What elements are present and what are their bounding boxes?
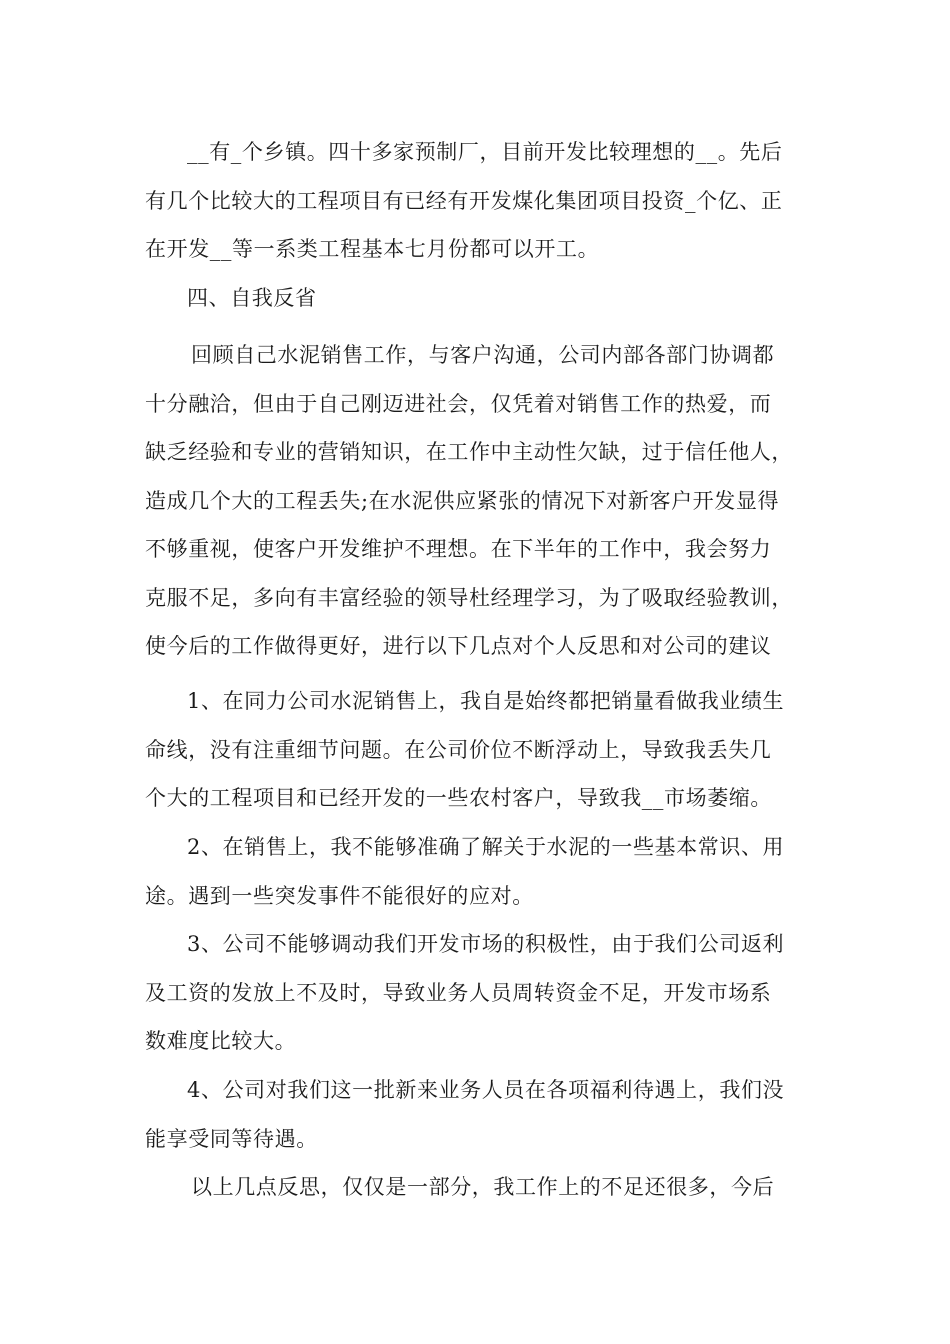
section-heading: 四、自我反省 <box>187 286 317 310</box>
text-line: 以上几点反思，仅仅是一部分，我工作上的不足还很多，今后 <box>191 1175 775 1199</box>
text-line: 克服不足，多向有丰富经验的领导杜经理学习，为了吸取经验教训， <box>145 585 793 610</box>
section-heading-self-reflection <box>145 274 825 323</box>
text-line: 回顾自己水泥销售工作，与客户沟通，公司内部各部门协调都 <box>191 343 775 367</box>
list-item-3 <box>145 920 825 1066</box>
list-item-2 <box>145 823 825 920</box>
text-line: 命线，没有注重细节问题。在公司价位不断浮动上，导致我丢失几 <box>145 737 772 762</box>
text-line: 缺乏经验和专业的营销知识，在工作中主动性欠缺，过于信任他人， <box>145 440 793 464</box>
text-line: 途。遇到一些突发事件不能很好的应对。 <box>145 883 534 908</box>
paragraph-closing <box>145 1163 825 1212</box>
paragraph-market-overview <box>145 128 825 274</box>
text-line: 有几个比较大的工程项目有已经有开发煤化集团项目投资_个亿、正 <box>145 188 783 213</box>
text-line: __有_个乡镇。四十多家预制厂，目前开发比较理想的__。先后 <box>187 140 783 164</box>
text-line: 1、在同力公司水泥销售上，我自是始终都把销量看做我业绩生 <box>187 689 785 713</box>
text-line: 3、公司不能够调动我们开发市场的积极性，由于我们公司返利 <box>187 932 785 956</box>
list-item-1 <box>145 677 825 823</box>
paragraph-review <box>145 331 825 671</box>
text-line: 及工资的发放上不及时，导致业务人员周转资金不足，开发市场系 <box>145 980 772 1005</box>
text-line: 不够重视，使客户开发维护不理想。在下半年的工作中，我会努力 <box>145 537 772 561</box>
text-line: 在开发__等一系类工程基本七月份都可以开工。 <box>145 237 600 261</box>
text-line: 十分融洽，但由于自己刚迈进社会，仅凭着对销售工作的热爱，而 <box>145 391 772 416</box>
text-line: 个大的工程项目和已经开发的一些农村客户，导致我__市场萎缩。 <box>145 786 772 810</box>
text-line: 数难度比较大。 <box>145 1029 297 1053</box>
list-item-4 <box>145 1066 825 1163</box>
text-line: 2、在销售上，我不能够准确了解关于水泥的一些基本常识、用 <box>187 835 785 859</box>
text-line: 能享受同等待遇。 <box>145 1126 318 1151</box>
text-line: 造成几个大的工程丢失;在水泥供应紧张的情况下对新客户开发显得 <box>145 488 780 513</box>
text-line: 4、公司对我们这一批新来业务人员在各项福利待遇上，我们没 <box>187 1078 785 1102</box>
text-line: 使今后的工作做得更好，进行以下几点对个人反思和对公司的建议 <box>145 634 772 658</box>
